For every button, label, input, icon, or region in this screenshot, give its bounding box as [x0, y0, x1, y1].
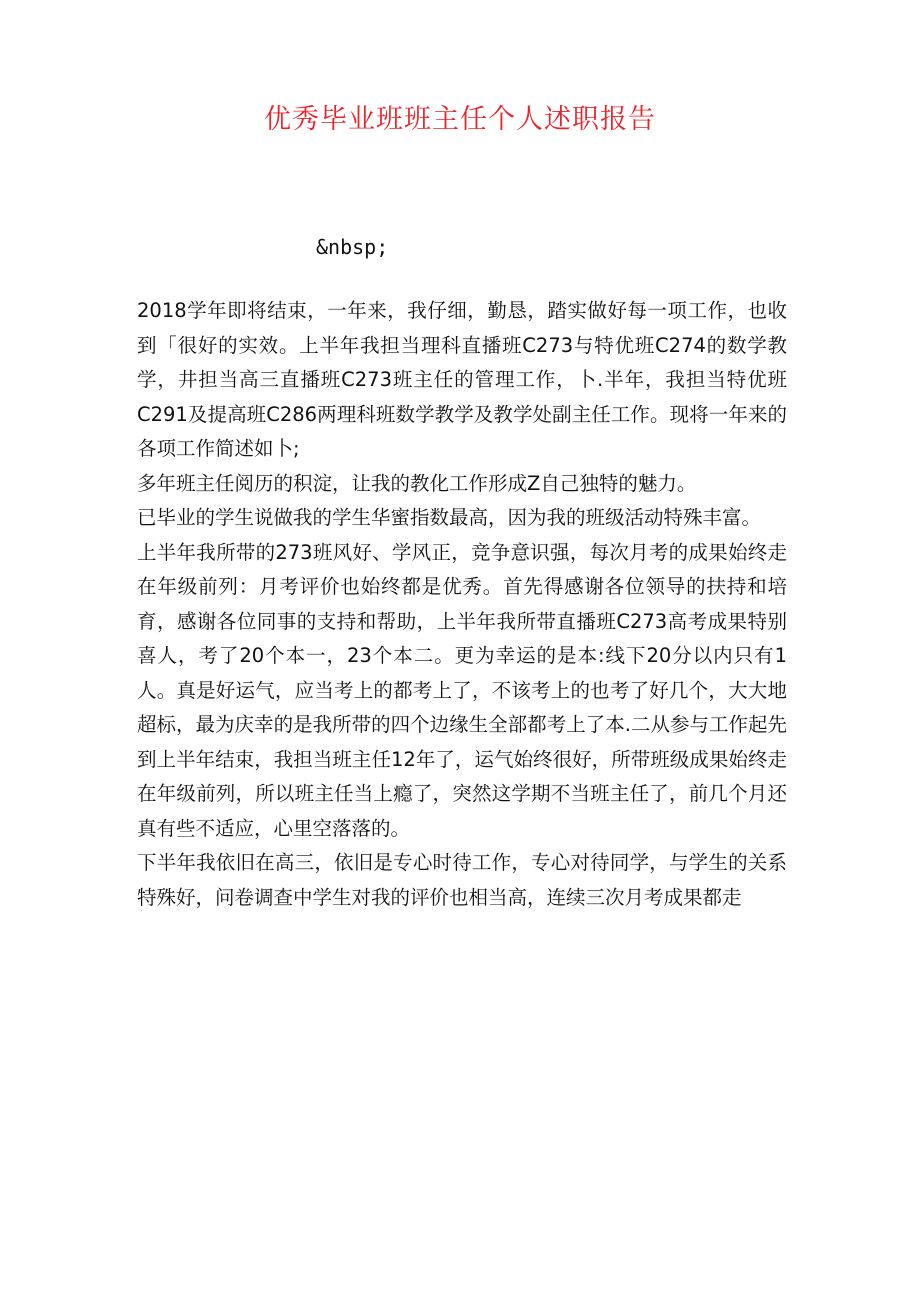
paragraph-second-half: 下半年我依旧在高三，依旧是专心时待工作，专心对待同学，与学生的关系特殊好，问卷调查中学生对我的评价也相当高，连续三次月考成果都走	[137, 851, 787, 909]
paragraph-first-half: 上半年我所带的273班风好、学风正，竞争意识强，每次月考的成果始终走在年级前列：月考评价也始终都是优秀。首先得感谢各位领导的扶持和培育，感谢各位同事的支持和帮助，上半年我所带直播班C273高考成果特别喜人，考了20个本一，23个本二。更为幸运的是本:线下20分以内只有1人。真是好运气，应当考上的都考上了，不该考上的也考了好几个，大大地超标，最为庆幸的是我所带的四个边缘生全部都考上了本.二从参与工作起先到上半年结束，我担当班主任12年了，运气始终很好，所带班级成果始终走在年级前列，所以班主任当上瘾了，突然这学期不当班主任了，前几个月还真有些不适应，心里空落落的。	[137, 540, 787, 840]
document-body	[137, 294, 787, 915]
paragraph-intro: 2018学年即将结束，一年来，我仔细，勤恳，踏实做好每一项工作，也收到「很好的实效。上半年我担当理科直播班C273与特优班C274的数学教学，井担当高三直播班C273班主任的管理工作，卜.半年，我担当特优班C291及提高班C286两理科班数学教学及教学处副主任工作。现将一年来的各项工作简述如卜;	[137, 299, 787, 460]
nbsp-text: &nbsp;	[316, 235, 389, 259]
paragraph-graduates: 已毕业的学生说做我的学生华蜜指数最高，因为我的班级活动特殊丰富。	[137, 506, 762, 529]
document-title: 优秀毕业班班主任个人述职报告	[264, 104, 656, 135]
paragraph-experience: 多年班主任阅历的积淀，让我的教化工作形成Z自己独特的魅力。	[137, 471, 697, 495]
